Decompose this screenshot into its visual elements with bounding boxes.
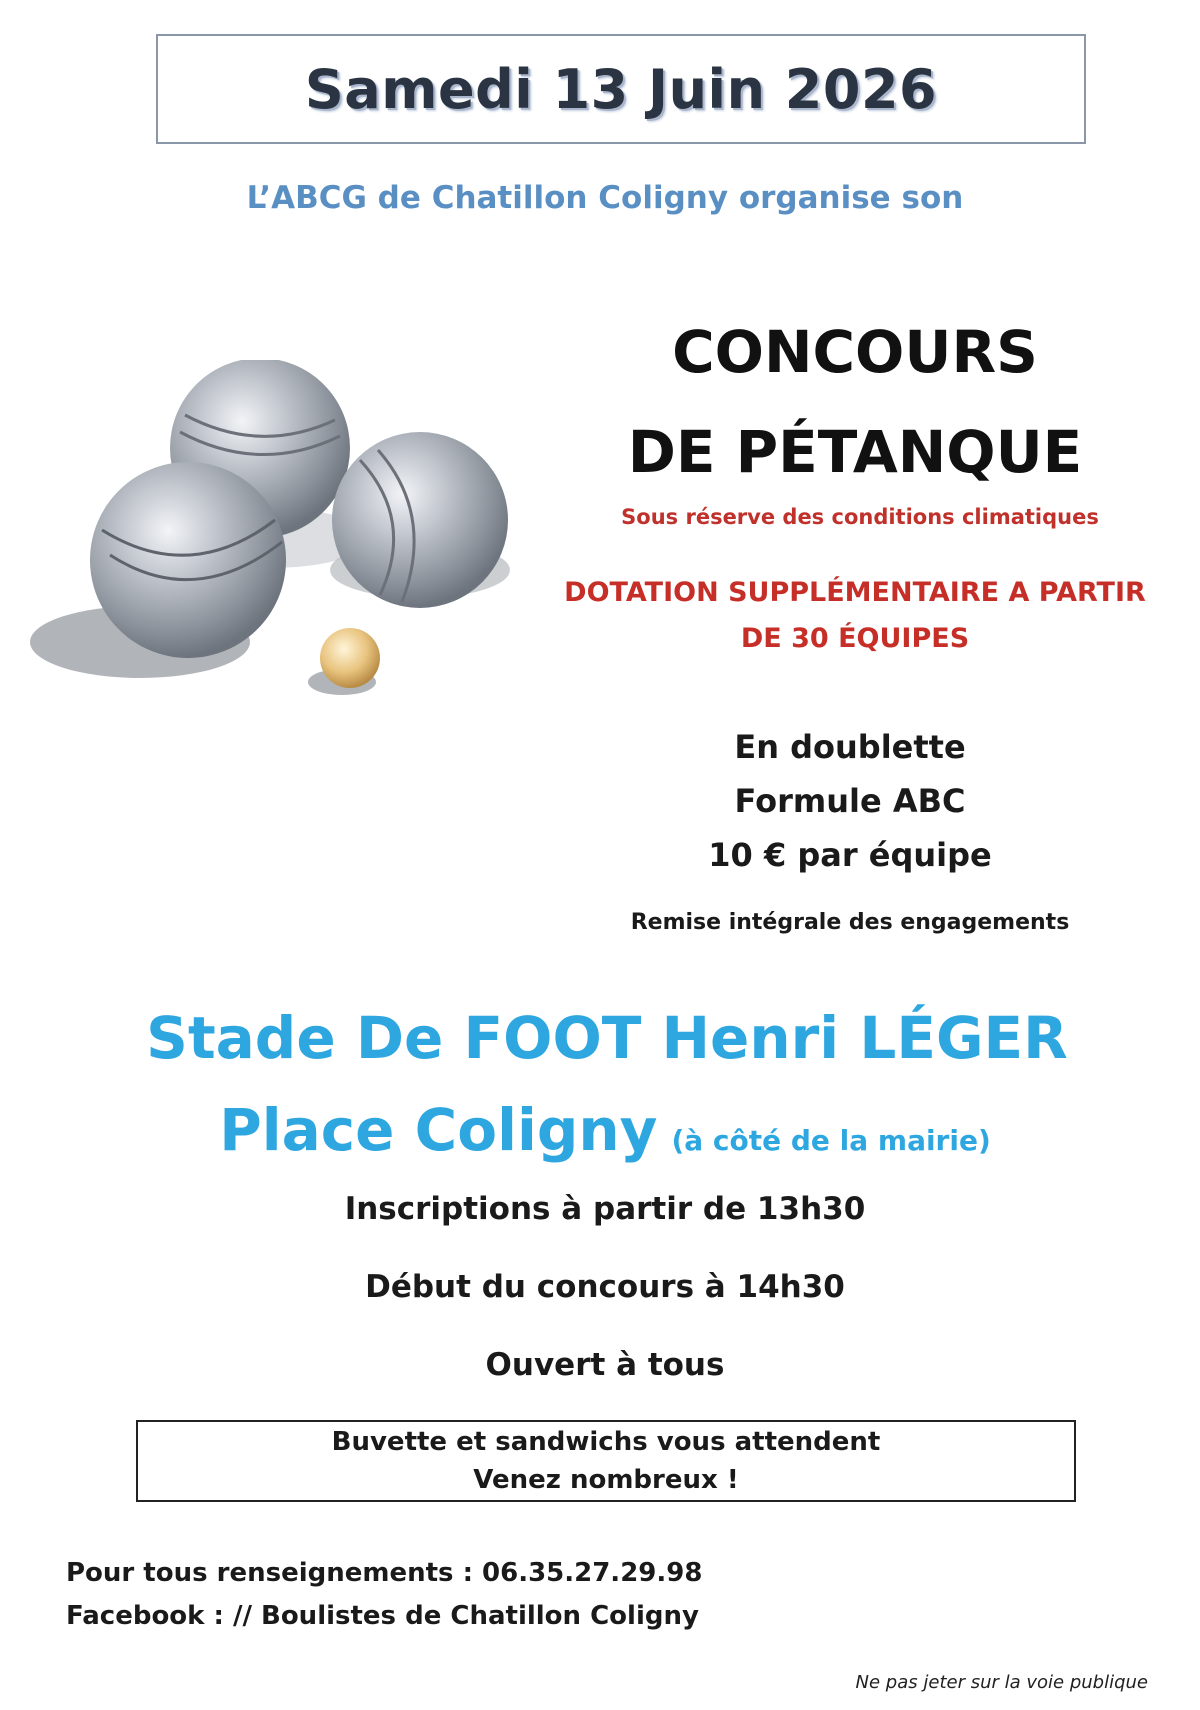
venue-place-note: (à côté de la mairie): [671, 1124, 991, 1157]
dotation-line2: DE 30 ÉQUIPES: [740, 623, 970, 654]
weather-note: Sous réserve des conditions climatiques: [621, 505, 1099, 529]
refreshments-line2: Venez nombreux !: [473, 1465, 739, 1495]
event-title-line2: DE PÉTANQUE: [627, 418, 1083, 486]
event-date: Samedi 13 Juin 2026: [304, 57, 938, 121]
dotation-line1: DOTATION SUPPLÉMENTAIRE A PARTIR: [564, 577, 1146, 608]
organiser-line: L’ABCG de Chatillon Coligny organise son: [246, 180, 964, 216]
event-details: [640, 720, 1060, 882]
boule-right: [332, 432, 508, 608]
refreshments-line1: Buvette et sandwichs vous attendent: [331, 1427, 881, 1457]
contact-info: Pour tous renseignements : 06.35.27.29.98: [66, 1558, 703, 1588]
footer-note: Ne pas jeter sur la voie publique: [855, 1672, 1148, 1693]
petanque-balls-illustration: [20, 360, 560, 760]
formula: Formule ABC: [734, 782, 966, 820]
refreshments-box: [136, 1420, 1076, 1502]
cochonnet: [320, 628, 380, 688]
event-title-line1: CONCOURS: [672, 318, 1038, 386]
date-banner: [156, 34, 1086, 144]
venue-place: Place Coligny: [219, 1096, 658, 1164]
dotation-note: [560, 570, 1150, 662]
refund-note: Remise intégrale des engagements: [630, 910, 1070, 935]
format: En doublette: [734, 728, 966, 766]
open-to-all: Ouvert à tous: [485, 1347, 725, 1383]
venue-place-line: [0, 1096, 1200, 1164]
price: 10 € par équipe: [708, 836, 992, 874]
facebook-info: Facebook : // Boulistes de Chatillon Coligny: [66, 1601, 699, 1631]
registration-time: Inscriptions à partir de 13h30: [344, 1191, 866, 1227]
venue-name: Stade De FOOT Henri LÉGER: [146, 1004, 1068, 1072]
start-time: Début du concours à 14h30: [365, 1269, 845, 1305]
